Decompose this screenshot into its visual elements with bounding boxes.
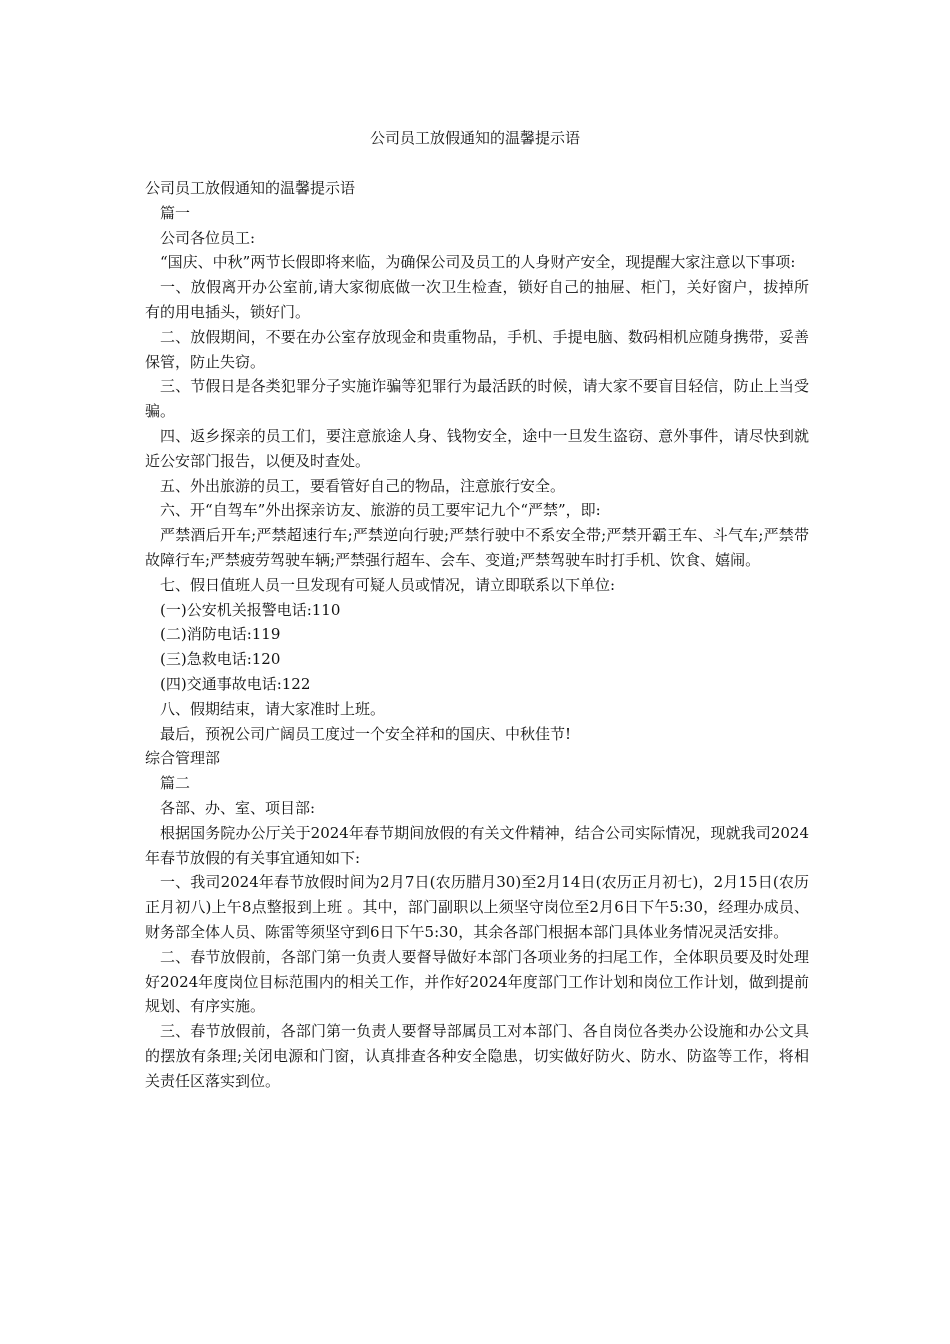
paragraph: 一、放假离开办公室前,请大家彻底做一次卫生检查，锁好自己的抽屉、柜门，关好窗户，拔掉所有的用电插头，锁好门。: [145, 278, 809, 321]
paragraph: 三、春节放假前，各部门第一负责人要督导部属员工对本部门、各自岗位各类办公设施和办公文具的摆放有条理;关闭电源和门窗，认真排查各种安全隐患，切实做好防火、防水、防盗等工作，将相关责任区落实到位。: [145, 1022, 809, 1090]
paragraph: (三)急救电话:120: [160, 650, 281, 669]
paragraph: 严禁酒后开车;严禁超速行车;严禁逆向行驶;严禁行驶中不系安全带;严禁开霸王车、斗气车;严禁带故障行车;严禁疲劳驾驶车辆;严禁强行超车、会车、变道;严禁驾驶车时打手机、饮食、嬉闹。: [145, 526, 809, 569]
paragraph: (二)消防电话:119: [160, 625, 281, 644]
paragraph: 篇一: [160, 203, 191, 222]
paragraph: 七、假日值班人员一旦发现有可疑人员或情况，请立即联系以下单位:: [160, 575, 616, 594]
paragraph: 根据国务院办公厅关于2024年春节期间放假的有关文件精神，结合公司实际情况，现就我司2024年春节放假的有关事宜通知如下:: [145, 823, 809, 867]
document-body: [145, 176, 809, 1093]
paragraph: 二、放假期间，不要在办公室存放现金和贵重物品，手机、手提电脑、数码相机应随身携带，妥善保管，防止失窃。: [145, 327, 809, 371]
paragraph: (四)交通事故电话:122: [160, 674, 311, 693]
paragraph: 各部、办、室、项目部:: [160, 798, 316, 817]
paragraph: 三、节假日是各类犯罪分子实施诈骗等犯罪行为最活跃的时候，请大家不要盲目轻信，防止上当受骗。: [145, 377, 809, 421]
paragraph: 最后，预祝公司广阔员工度过一个安全祥和的国庆、中秋佳节!: [160, 724, 572, 743]
paragraph: 八、假期结束，请大家准时上班。: [160, 699, 386, 718]
paragraph: 六、开“自驾车”外出探亲访友、旅游的员工要牢记九个“严禁”，即:: [160, 501, 601, 520]
paragraph: 篇二: [160, 774, 191, 793]
paragraph: 二、春节放假前，各部门第一负责人要督导做好本部门各项业务的扫尾工作，全体职员要及时处理好2024年度岗位目标范围内的相关工作，并作好2024年度部门工作计划和岗位工作计划，做到提前规划、有序实施。: [145, 947, 809, 1016]
paragraph: (一)公安机关报警电话:110: [160, 600, 341, 619]
paragraph: 公司员工放假通知的温馨提示语: [145, 179, 356, 197]
paragraph: 公司各位员工:: [160, 228, 256, 247]
paragraph: 一、我司2024年春节放假时间为2月7日(农历腊月30)至2月14日(农历正月初七)，2月15日(农历正月初八)上午8点整报到上班 。其中，部门副职以上须坚守岗位至2月6日下午5:30，经理办成员、财务部全体人员、陈雷等须坚守到6日下午5:30，其余各部门根据本部门具体业务情况灵活安排。: [145, 873, 809, 941]
paragraph: 五、外出旅游的员工，要看管好自己的物品，注意旅行安全。: [160, 476, 566, 495]
paragraph: 四、返乡探亲的员工们，要注意旅途人身、钱物安全，途中一旦发生盗窃、意外事件，请尽快到就近公安部门报告，以便及时查处。: [145, 426, 809, 470]
page-title: 公司员工放假通知的温馨提示语: [369, 129, 580, 147]
paragraph: 综合管理部: [145, 749, 221, 768]
paragraph: “国庆、中秋”两节长假即将来临，为确保公司及员工的人身财产安全，现提醒大家注意以下事项:: [160, 253, 796, 272]
